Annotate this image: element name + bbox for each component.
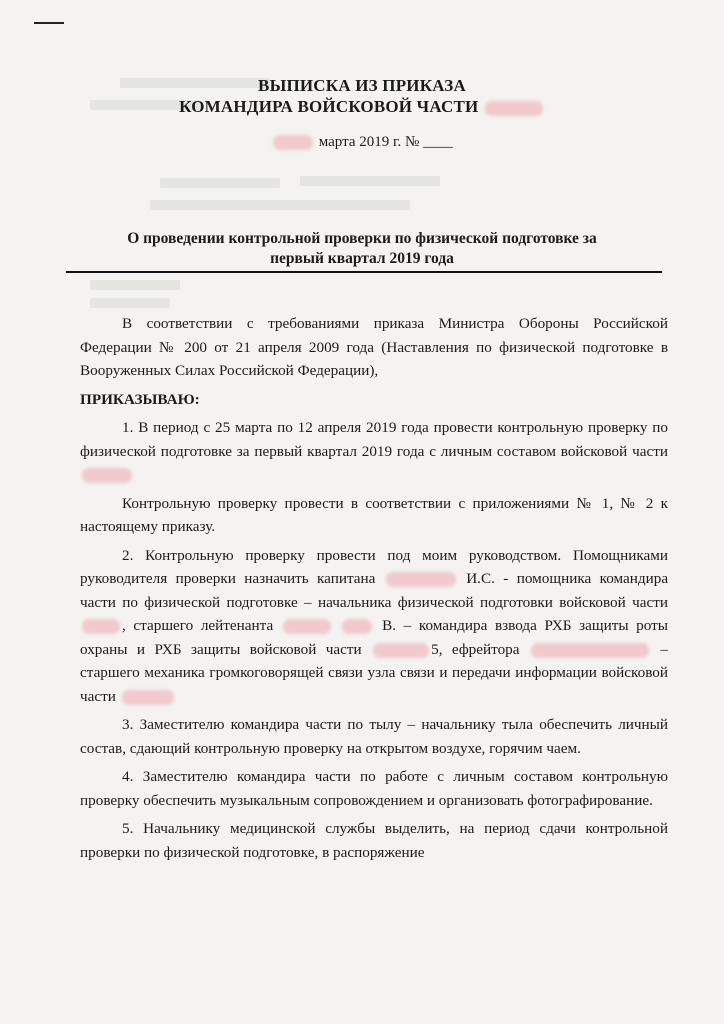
intro-paragraph	[80, 312, 668, 383]
item-1b-paragraph	[80, 492, 668, 539]
order-date-text: марта 2019 г. №	[318, 134, 420, 150]
document-title-line1: ВЫПИСКА ИЗ ПРИКАЗА	[258, 76, 466, 95]
order-subject-line2: первый квартал 2019 года	[270, 250, 454, 267]
order-body	[80, 312, 668, 869]
redacted-unit-number	[373, 643, 429, 658]
order-word-paragraph	[80, 388, 668, 412]
item-1-text: 1. В период с 25 марта по 12 апреля 2019 года провести контрольную проверку по физической подготовке за первый квартал 2019 года с личным составом войсковой части	[80, 419, 668, 460]
bleed-through-line	[90, 280, 180, 290]
order-number-blank: ____	[423, 134, 454, 150]
redacted-unit-number	[485, 101, 543, 116]
document-title-text: КОМАНДИРА ВОЙСКОВОЙ ЧАСТИ	[179, 97, 479, 116]
intro-text: В соответствии с требованиями приказа Министра Обороны Российской Федерации № 200 от 21 апреля 2009 года (Наставления по физической подготовке в Вооруженных Силах Российской Федерации),	[80, 315, 668, 379]
redacted-unit-number	[82, 619, 120, 634]
order-date-line	[0, 134, 724, 151]
item-2-paragraph	[80, 544, 668, 709]
item-2-text-b: помощника командира части по физической подготовке – начальника физической подготовки войсковой части	[80, 570, 669, 611]
item-3-text: 3. Заместителю командира части по тылу – начальнику тыла обеспечить личный состав, сдающий контрольную проверку на открытом воздухе, горячим чаем.	[80, 716, 668, 757]
bleed-through-line	[150, 200, 410, 210]
item-2-text-a: 2. Контрольную проверку провести под моим руководством. Помощниками руководителя проверки назначить капитана	[80, 546, 668, 587]
document-title-line2	[0, 97, 724, 117]
bleed-through-line	[300, 176, 440, 186]
redacted-name	[283, 619, 331, 634]
redacted-day	[273, 135, 313, 150]
item-1-paragraph	[80, 416, 668, 487]
item-2-initials: И.С. -	[466, 570, 509, 587]
redacted-name	[386, 572, 456, 587]
redacted-name	[531, 643, 649, 658]
order-word: ПРИКАЗЫВАЮ:	[80, 390, 200, 408]
bleed-through-line	[90, 298, 170, 308]
item-4-paragraph	[80, 765, 668, 812]
item-5-text: 5. Начальнику медицинской службы выделить, на период сдачи контрольной проверки по физической подготовке, в распоряжение	[80, 820, 668, 861]
item-5-paragraph	[80, 817, 668, 864]
item-2-text-e: 5, ефрейтора	[431, 640, 520, 658]
bleed-through-line	[160, 178, 280, 188]
item-3-paragraph	[80, 713, 668, 760]
item-1b-text: Контрольную проверку провести в соответствии с приложениями № 1, № 2 к настоящему приказу.	[80, 494, 668, 535]
scan-corner-mark	[34, 22, 64, 24]
subject-underline	[66, 271, 662, 273]
order-subject	[0, 229, 724, 269]
redacted-name	[342, 619, 372, 634]
item-4-text: 4. Заместителю командира части по работе с личным составом контрольную проверку обеспечить музыкальным сопровождением и организовать фотографирование.	[80, 768, 668, 809]
redacted-unit-number	[82, 468, 132, 483]
item-2-text-f: – старшего механика громкоговорящей связи узла связи и передачи информации войсковой части	[80, 640, 668, 705]
redacted-unit-number	[122, 690, 174, 705]
item-2-text-d: В. – командира взвода РХБ защиты роты охраны и РХБ защиты войсковой части	[80, 617, 668, 658]
item-2-text-c: , старшего лейтенанта	[122, 617, 274, 634]
order-subject-line1: О проведении контрольной проверки по физической подготовке за	[127, 230, 597, 247]
